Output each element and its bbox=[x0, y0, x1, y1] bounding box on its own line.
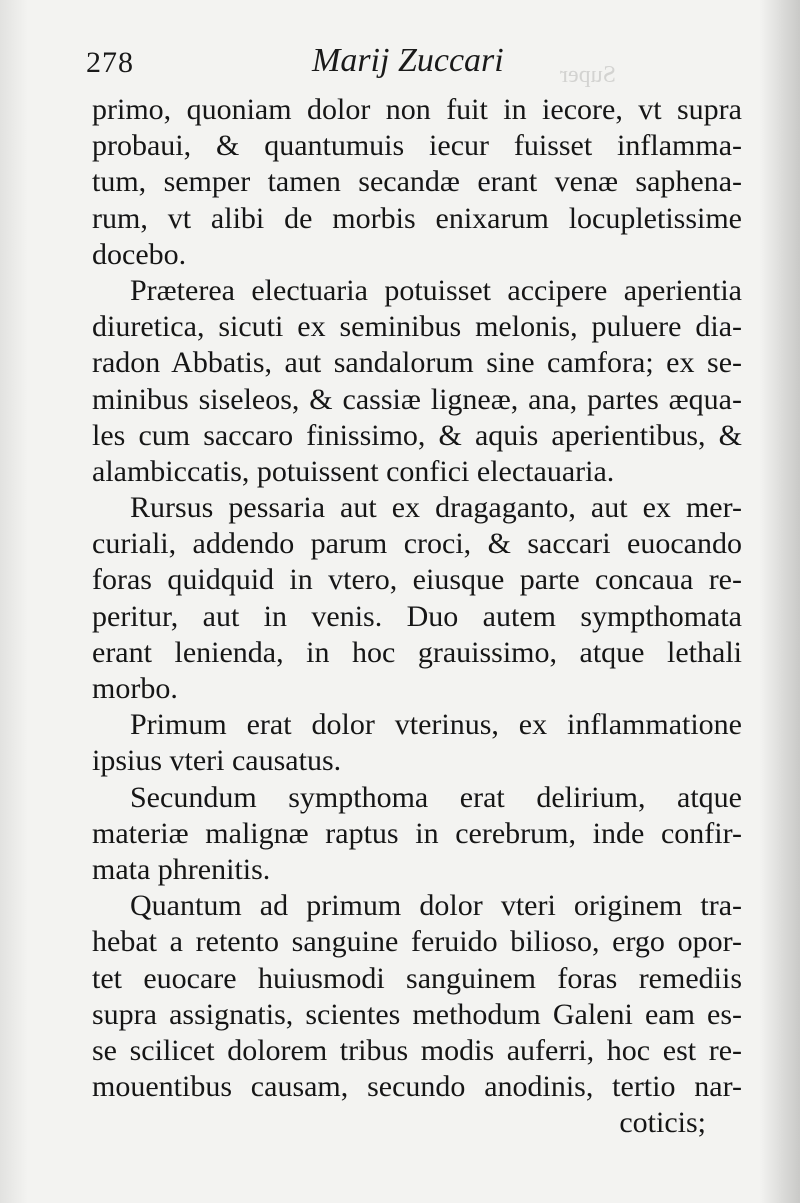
text-line: diuretica, sicuti ex seminibus melonis, puluere dia- bbox=[92, 310, 742, 344]
text-line: supra assignatis, scientes methodum Galeni eam es- bbox=[92, 997, 742, 1031]
text-line: minibus siseleos, & cassiæ ligneæ, ana, partes æqua- bbox=[92, 382, 742, 416]
text-line: rum, vt alibi de morbis enixarum locupletissime bbox=[92, 201, 742, 235]
text-line: probaui, & quantumuis iecur fuisset inflamma- bbox=[92, 129, 742, 163]
text-line: tet euocare huiusmodi sanguinem foras remediis bbox=[92, 961, 742, 995]
text-line: mata phrenitis. bbox=[92, 852, 271, 886]
text-line: se scilicet dolorem tribus modis auferri, hoc est re- bbox=[92, 1033, 742, 1067]
paragraph-start-line: Rursus pessaria aut ex dragaganto, aut ex mer- bbox=[130, 491, 742, 525]
text-line: ipsius vteri causatus. bbox=[92, 744, 342, 778]
text-line: erant lenienda, in hoc grauissimo, atque lethali bbox=[92, 635, 742, 669]
text-line: docebo. bbox=[92, 237, 187, 271]
running-head: Marij Zuccari bbox=[312, 42, 504, 79]
text-line: curiali, addendo parum croci, & saccari euocando bbox=[92, 527, 742, 561]
text-line: primo, quoniam dolor non fuit in iecore, vt supra bbox=[92, 93, 742, 126]
text-line: materiæ malignæ raptus in cerebrum, inde confir- bbox=[92, 816, 742, 850]
text-line: les cum saccaro finissimo, & aquis aperientibus, & bbox=[92, 418, 742, 452]
text-line: alambiccatis, potuissent confici electauaria. bbox=[92, 454, 615, 488]
text-line: hebat a retento sanguine feruido bilioso, ergo opor- bbox=[92, 925, 742, 959]
body-text bbox=[92, 92, 742, 1105]
text-line: foras quidquid in vtero, eiusque parte concaua re- bbox=[92, 563, 742, 597]
paragraph-start-line: Quantum ad primum dolor vteri originem tra- bbox=[130, 889, 742, 923]
show-through-bleed: Super bbox=[560, 62, 616, 88]
text-line: radon Abbatis, aut sandalorum sine camfora; ex se- bbox=[92, 346, 742, 380]
paragraph-start-line: Præterea electuaria potuisset accipere aperientia bbox=[130, 273, 742, 307]
text-line: tum, semper tamen secandæ erant venæ saphena- bbox=[92, 165, 742, 199]
paragraph-start-line: Secundum sympthoma erat delirium, atque bbox=[130, 780, 742, 814]
page-header bbox=[86, 42, 746, 92]
text-line: mouentibus causam, secundo anodinis, tertio nar- bbox=[92, 1070, 742, 1104]
text-line: morbo. bbox=[92, 672, 178, 705]
page-number: 278 bbox=[86, 46, 134, 79]
catchword: coticis; bbox=[619, 1106, 706, 1139]
text-line: peritur, aut in venis. Duo autem sympthomata bbox=[92, 599, 742, 633]
paragraph-start-line: Primum erat dolor vterinus, ex inflammatione bbox=[130, 708, 742, 742]
